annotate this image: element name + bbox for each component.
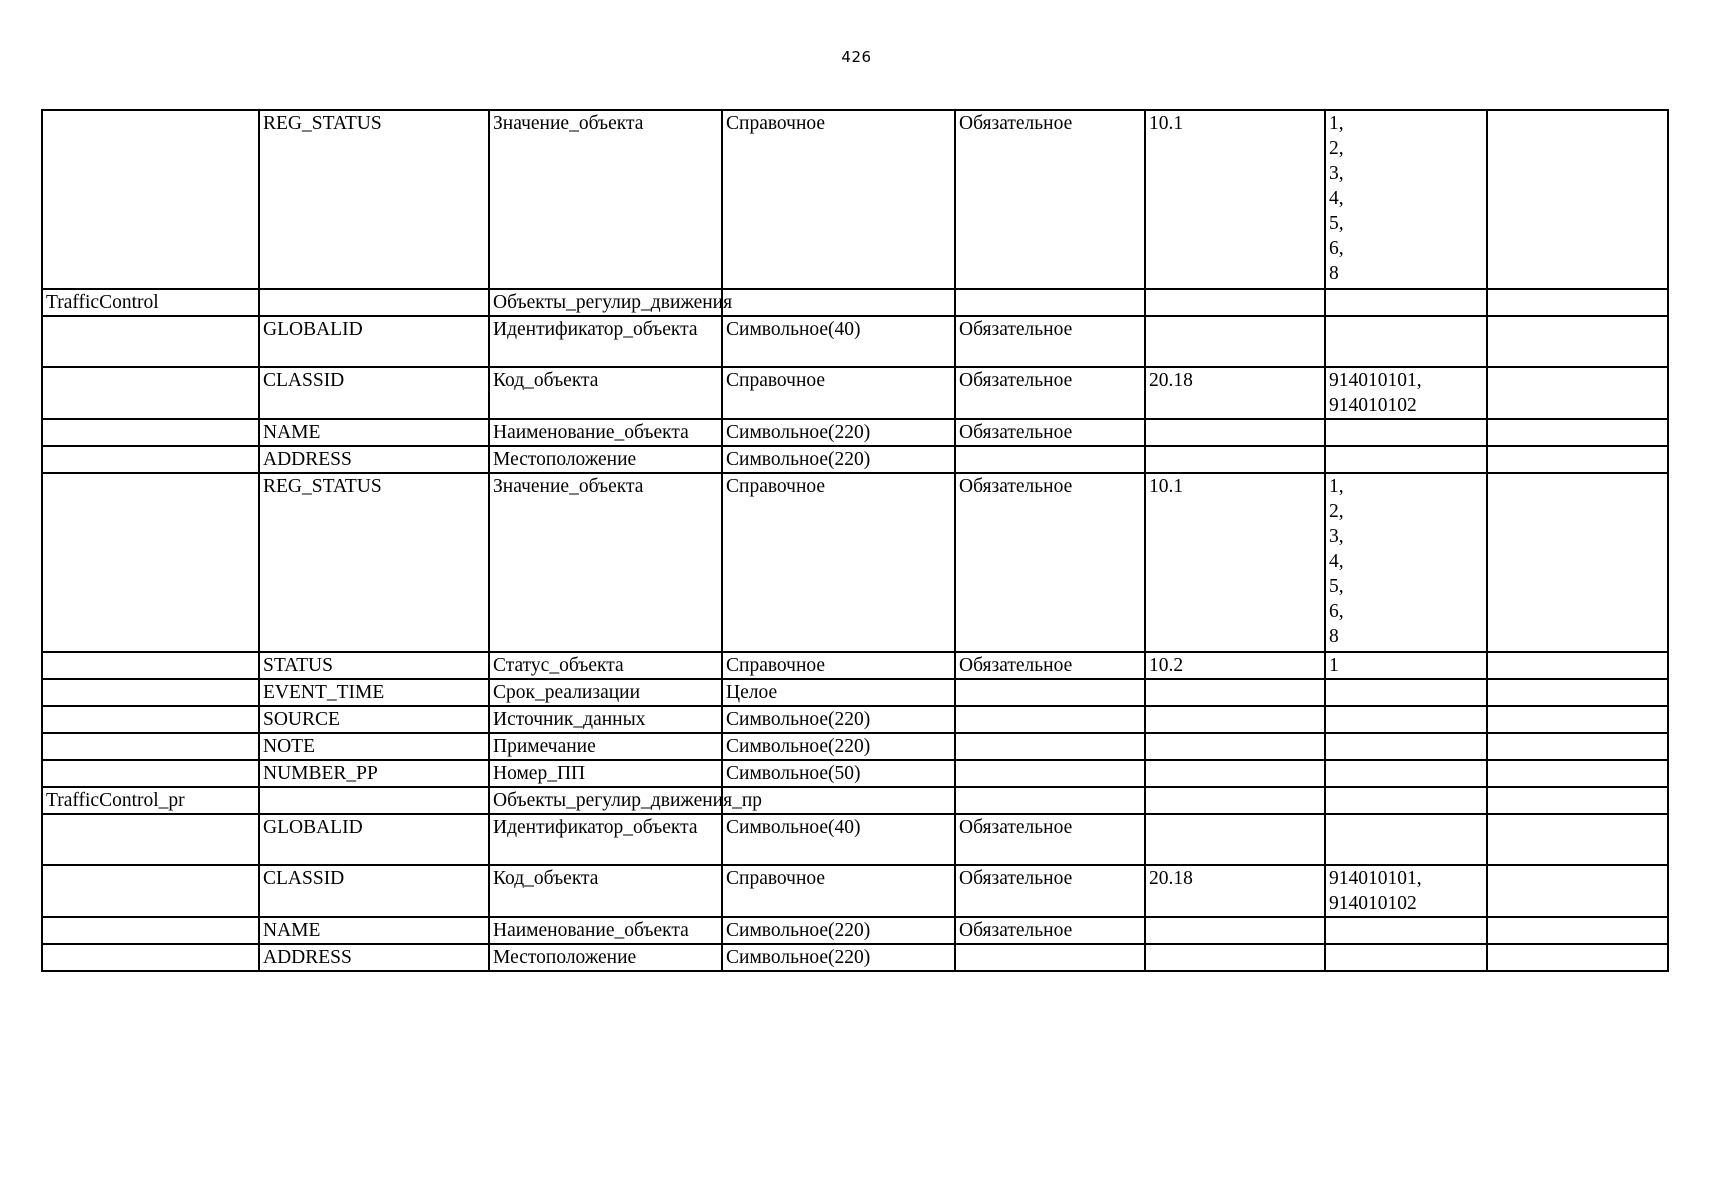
field-alias-cell: Идентификатор_объекта (489, 316, 722, 367)
note-cell (1487, 110, 1668, 289)
classifier-cell (1145, 733, 1325, 760)
field-type-cell: Справочное (722, 110, 955, 289)
table-row (42, 289, 1668, 316)
note-cell (1487, 760, 1668, 787)
field-alias-cell: Идентификатор_объекта (489, 814, 722, 865)
note-cell (1487, 917, 1668, 944)
classifier-cell (1145, 289, 1325, 316)
table-row (42, 787, 1668, 814)
field-alias-cell: Значение_объекта (489, 110, 722, 289)
table-row (42, 917, 1668, 944)
table-row (42, 316, 1668, 367)
note-cell (1487, 944, 1668, 971)
required-cell: Обязательное (955, 367, 1145, 419)
note-cell (1487, 814, 1668, 865)
note-cell (1487, 473, 1668, 652)
table-row (42, 367, 1668, 419)
classifier-cell (1145, 814, 1325, 865)
attribute-table (41, 109, 1669, 972)
field-type-cell: Символьное(50) (722, 760, 955, 787)
note-cell (1487, 679, 1668, 706)
allowed-values-cell: 1, 2, 3, 4, 5, 6, 8 (1325, 473, 1487, 652)
allowed-values-cell (1325, 944, 1487, 971)
table-row (42, 419, 1668, 446)
classifier-cell (1145, 944, 1325, 971)
layer-name-cell (42, 110, 259, 289)
required-cell: Обязательное (955, 473, 1145, 652)
classifier-cell (1145, 760, 1325, 787)
field-code-cell (259, 787, 489, 814)
layer-name-cell (42, 760, 259, 787)
table-row (42, 865, 1668, 917)
allowed-values-cell: 914010101, 914010102 (1325, 865, 1487, 917)
table-row (42, 679, 1668, 706)
field-type-cell: Справочное (722, 473, 955, 652)
classifier-cell: 20.18 (1145, 865, 1325, 917)
classifier-cell (1145, 706, 1325, 733)
field-code-cell: EVENT_TIME (259, 679, 489, 706)
field-alias-cell: Статус_объекта (489, 652, 722, 679)
field-code-cell: REG_STATUS (259, 473, 489, 652)
required-cell: Обязательное (955, 814, 1145, 865)
note-cell (1487, 865, 1668, 917)
table-row (42, 733, 1668, 760)
layer-name-cell: TrafficControl_pr (42, 787, 259, 814)
field-alias-cell: Объекты_регулир_движения (489, 289, 722, 316)
note-cell (1487, 367, 1668, 419)
layer-name-cell (42, 944, 259, 971)
field-code-cell: CLASSID (259, 367, 489, 419)
layer-name-cell (42, 814, 259, 865)
field-code-cell: STATUS (259, 652, 489, 679)
field-alias-cell: Код_объекта (489, 865, 722, 917)
table-row (42, 706, 1668, 733)
required-cell (955, 446, 1145, 473)
field-type-cell: Символьное(220) (722, 944, 955, 971)
field-alias-cell: Наименование_объекта (489, 419, 722, 446)
field-code-cell: NAME (259, 419, 489, 446)
field-code-cell: NOTE (259, 733, 489, 760)
page-number: 426 (841, 48, 872, 66)
field-type-cell: Целое (722, 679, 955, 706)
required-cell: Обязательное (955, 652, 1145, 679)
table-row (42, 814, 1668, 865)
layer-name-cell: TrafficControl (42, 289, 259, 316)
required-cell: Обязательное (955, 419, 1145, 446)
required-cell (955, 944, 1145, 971)
allowed-values-cell: 1, 2, 3, 4, 5, 6, 8 (1325, 110, 1487, 289)
note-cell (1487, 787, 1668, 814)
classifier-cell: 10.1 (1145, 473, 1325, 652)
allowed-values-cell: 1 (1325, 652, 1487, 679)
required-cell (955, 733, 1145, 760)
field-code-cell: GLOBALID (259, 316, 489, 367)
field-type-cell: Символьное(40) (722, 814, 955, 865)
note-cell (1487, 289, 1668, 316)
allowed-values-cell: 914010101, 914010102 (1325, 367, 1487, 419)
layer-name-cell (42, 446, 259, 473)
required-cell (955, 289, 1145, 316)
field-code-cell (259, 289, 489, 316)
layer-name-cell (42, 733, 259, 760)
allowed-values-cell (1325, 316, 1487, 367)
allowed-values-cell (1325, 446, 1487, 473)
required-cell (955, 679, 1145, 706)
field-type-cell: Справочное (722, 367, 955, 419)
required-cell: Обязательное (955, 110, 1145, 289)
field-code-cell: SOURCE (259, 706, 489, 733)
field-type-cell: Справочное (722, 865, 955, 917)
required-cell: Обязательное (955, 316, 1145, 367)
layer-name-cell (42, 917, 259, 944)
required-cell: Обязательное (955, 917, 1145, 944)
allowed-values-cell (1325, 706, 1487, 733)
field-alias-cell: Значение_объекта (489, 473, 722, 652)
classifier-cell (1145, 679, 1325, 706)
required-cell (955, 706, 1145, 733)
layer-name-cell (42, 679, 259, 706)
classifier-cell (1145, 446, 1325, 473)
allowed-values-cell (1325, 679, 1487, 706)
classifier-cell (1145, 316, 1325, 367)
required-cell: Обязательное (955, 865, 1145, 917)
field-code-cell: ADDRESS (259, 944, 489, 971)
classifier-cell (1145, 917, 1325, 944)
field-alias-cell: Срок_реализации (489, 679, 722, 706)
field-alias-cell: Номер_ПП (489, 760, 722, 787)
field-type-cell: Символьное(220) (722, 917, 955, 944)
allowed-values-cell (1325, 289, 1487, 316)
classifier-cell (1145, 419, 1325, 446)
field-type-cell: Символьное(40) (722, 316, 955, 367)
layer-name-cell (42, 865, 259, 917)
field-alias-cell: Примечание (489, 733, 722, 760)
table-row (42, 652, 1668, 679)
field-alias-cell: Местоположение (489, 944, 722, 971)
note-cell (1487, 733, 1668, 760)
field-alias-cell: Объекты_регулир_движения_пр (489, 787, 722, 814)
classifier-cell: 10.2 (1145, 652, 1325, 679)
classifier-cell: 20.18 (1145, 367, 1325, 419)
field-type-cell: Символьное(220) (722, 419, 955, 446)
field-alias-cell: Код_объекта (489, 367, 722, 419)
field-code-cell: GLOBALID (259, 814, 489, 865)
field-alias-cell: Наименование_объекта (489, 917, 722, 944)
note-cell (1487, 446, 1668, 473)
note-cell (1487, 652, 1668, 679)
note-cell (1487, 706, 1668, 733)
layer-name-cell (42, 367, 259, 419)
field-type-cell: Справочное (722, 652, 955, 679)
field-type-cell (722, 289, 955, 316)
note-cell (1487, 316, 1668, 367)
allowed-values-cell (1325, 760, 1487, 787)
table-row (42, 944, 1668, 971)
allowed-values-cell (1325, 733, 1487, 760)
field-code-cell: CLASSID (259, 865, 489, 917)
table-row (42, 473, 1668, 652)
field-code-cell: ADDRESS (259, 446, 489, 473)
layer-name-cell (42, 419, 259, 446)
layer-name-cell (42, 652, 259, 679)
note-cell (1487, 419, 1668, 446)
required-cell (955, 760, 1145, 787)
required-cell (955, 787, 1145, 814)
table-row (42, 110, 1668, 289)
field-alias-cell: Местоположение (489, 446, 722, 473)
field-type-cell: Символьное(220) (722, 706, 955, 733)
field-alias-cell: Источник_данных (489, 706, 722, 733)
allowed-values-cell (1325, 419, 1487, 446)
classifier-cell (1145, 787, 1325, 814)
field-code-cell: REG_STATUS (259, 110, 489, 289)
field-type-cell: Символьное(220) (722, 446, 955, 473)
table-row (42, 760, 1668, 787)
allowed-values-cell (1325, 787, 1487, 814)
layer-name-cell (42, 706, 259, 733)
allowed-values-cell (1325, 917, 1487, 944)
layer-name-cell (42, 473, 259, 652)
field-code-cell: NAME (259, 917, 489, 944)
table-row (42, 446, 1668, 473)
allowed-values-cell (1325, 814, 1487, 865)
layer-name-cell (42, 316, 259, 367)
classifier-cell: 10.1 (1145, 110, 1325, 289)
field-code-cell: NUMBER_PP (259, 760, 489, 787)
field-type-cell: Символьное(220) (722, 733, 955, 760)
